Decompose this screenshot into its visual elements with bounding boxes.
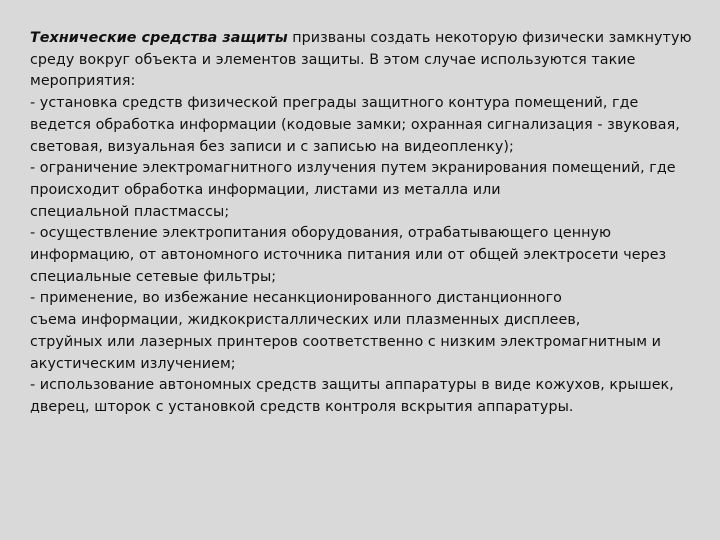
body-text (30, 28, 694, 419)
list-item-5-line-2: дверец, шторок с установкой средств контроля вскрытия аппаратуры. (30, 398, 574, 415)
intro-line-1-rest: призваны создать некоторую физически замкнутую (287, 30, 692, 46)
list-item-2-line-3: специальной пластмассы; (30, 203, 230, 220)
list-item-4-line-3: струйных или лазерных принтеров соответственно с низким электромагнитным и (30, 333, 661, 350)
intro-emphasis: Технические средства защиты (30, 30, 288, 46)
list-item-1-line-3: световая, визуальная без записи и с записью на видеопленку); (30, 138, 514, 155)
list-item-3-line-2: информацию, от автономного источника питания или от общей электросети через (30, 247, 667, 264)
list-item-1-line-1: - установка средств физической преграды защитного контура помещений, где (30, 95, 639, 112)
list-item-2-line-1: - ограничение электромагнитного излучения путем экранирования помещений, где (30, 160, 676, 177)
list-item-5-line-1: - использование автономных средств защиты аппаратуры в виде кожухов, крышек, (30, 377, 674, 394)
intro-line-1 (30, 28, 694, 50)
list-item-1-line-2: ведется обработка информации (кодовые замки; охранная сигнализация - звуковая, (30, 116, 680, 133)
intro-line-3: мероприятия: (30, 73, 136, 90)
list-item-4-line-4: акустическим излучением; (30, 355, 236, 372)
list-item-4-line-1: - применение, во избежание несанкционированного дистанционного (30, 290, 562, 307)
list-item-4-line-2: съема информации, жидкокристаллических или плазменных дисплеев, (30, 312, 581, 329)
list-item-2-line-2: происходит обработка информации, листами из металла или (30, 181, 501, 198)
list-item-3-line-3: специальные сетевые фильтры; (30, 268, 277, 285)
intro-line-2: среду вокруг объекта и элементов защиты. В этом случае используются такие (30, 51, 636, 68)
list-item-3-line-1: - осуществление электропитания оборудования, отрабатывающего ценную (30, 225, 612, 242)
